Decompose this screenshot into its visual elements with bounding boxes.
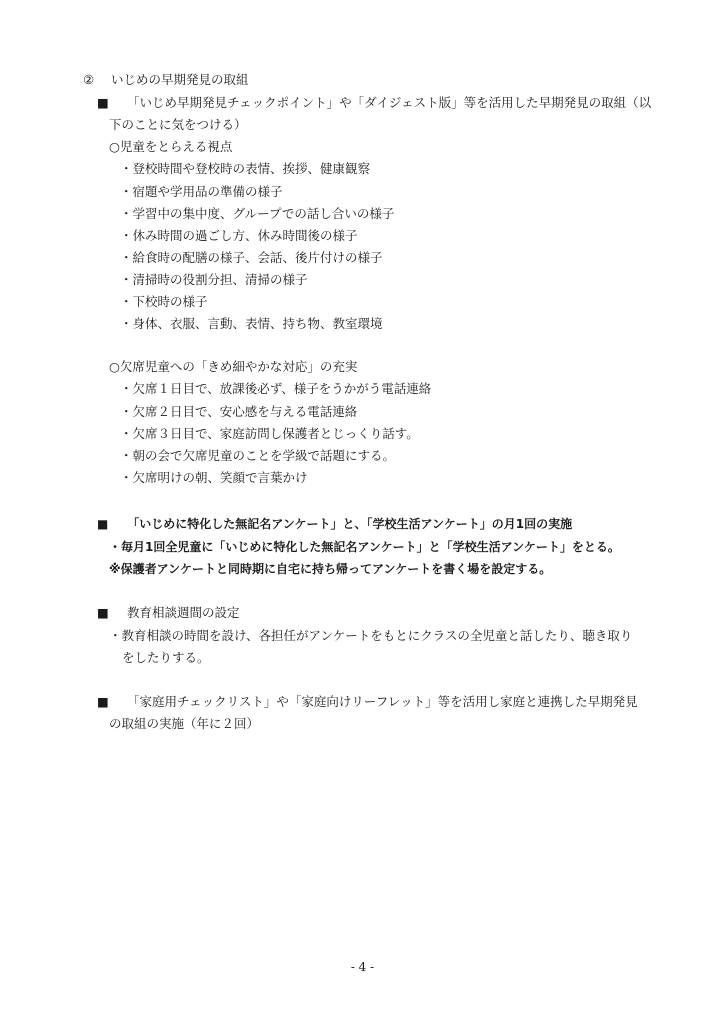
section-heading — [83, 74, 249, 87]
list-item: ・休み時間の過ごし方、休み時間後の様子 — [120, 228, 358, 243]
block1-heading-line2: 下のことに気をつける） — [109, 117, 247, 132]
block2-heading-text: 「いじめに特化した無記名アンケート」と、「学校生活アンケート」の月1回の実施 — [127, 517, 573, 531]
square-bullet-icon: ■ — [97, 95, 109, 110]
section-title: いじめの早期発見の取組 — [110, 72, 249, 87]
block2-heading — [97, 518, 572, 530]
viewpoint-title: ○児童をとらえる視点 — [109, 139, 233, 154]
block3-heading — [97, 607, 240, 620]
block3-line2: をしたりする。 — [122, 650, 210, 665]
list-item: ・欠席２日目で、安心感を与える電話連絡 — [120, 404, 358, 419]
list-item: ・清掃時の役割分担、清掃の様子 — [120, 272, 308, 287]
block2-line2: ※保護者アンケートと同時期に自宅に持ち帰ってアンケートを書く場を設定する。 — [109, 562, 552, 576]
block3-line1: ・教育相談の時間を設け、各担任がアンケートをもとにクラスの全児童と話したり、聴き取り — [109, 628, 633, 643]
block1-heading — [97, 97, 651, 110]
list-item: ・欠席１日目で、放課後必ず、様子をうかがう電話連絡 — [120, 381, 432, 396]
list-item: ・朝の会で欠席児童のことを学級で話題にする。 — [120, 448, 396, 463]
block4-heading-line2: の取組の実施（年に２回） — [109, 716, 260, 731]
list-item: ・身体、衣服、言動、表情、持ち物、教室環境 — [120, 316, 383, 331]
list-item: ・欠席３日目で、家庭訪問し保護者とじっくり話す。 — [120, 426, 419, 441]
block4-heading-line1: 「家庭用チェックリスト」や「家庭向けリーフレット」等を活用し家庭と連携した早期発見 — [126, 694, 638, 709]
page-number: - 4 - — [350, 960, 375, 974]
square-bullet-icon: ■ — [97, 605, 109, 620]
list-item: ・欠席明けの朝、笑顔で言葉かけ — [120, 470, 308, 485]
list-item: ・宿題や学用品の準備の様子 — [120, 184, 283, 199]
block4-heading — [97, 696, 638, 709]
section-marker: ② — [83, 72, 95, 87]
square-bullet-icon: ■ — [97, 517, 109, 531]
square-bullet-icon: ■ — [97, 694, 109, 709]
block3-heading-text: 教育相談週間の設定 — [126, 605, 240, 620]
absence-title: ○欠席児童への「きめ細やかな対応」の充実 — [109, 359, 358, 374]
block2-line1: ・毎月1回全児童に「いじめに特化した無記名アンケート」と「学校生活アンケート」をとる。 — [109, 540, 620, 554]
block1-heading-line1: 「いじめ早期発見チェックポイント」や「ダイジェスト版」等を活用した早期発見の取組（以 — [126, 95, 652, 110]
list-item: ・下校時の様子 — [120, 294, 208, 309]
list-item: ・登校時間や登校時の表情、挨拶、健康観察 — [120, 161, 371, 176]
list-item: ・給食時の配膳の様子、会話、後片付けの様子 — [120, 250, 383, 265]
list-item: ・学習中の集中度、グループでの話し合いの様子 — [120, 206, 395, 221]
